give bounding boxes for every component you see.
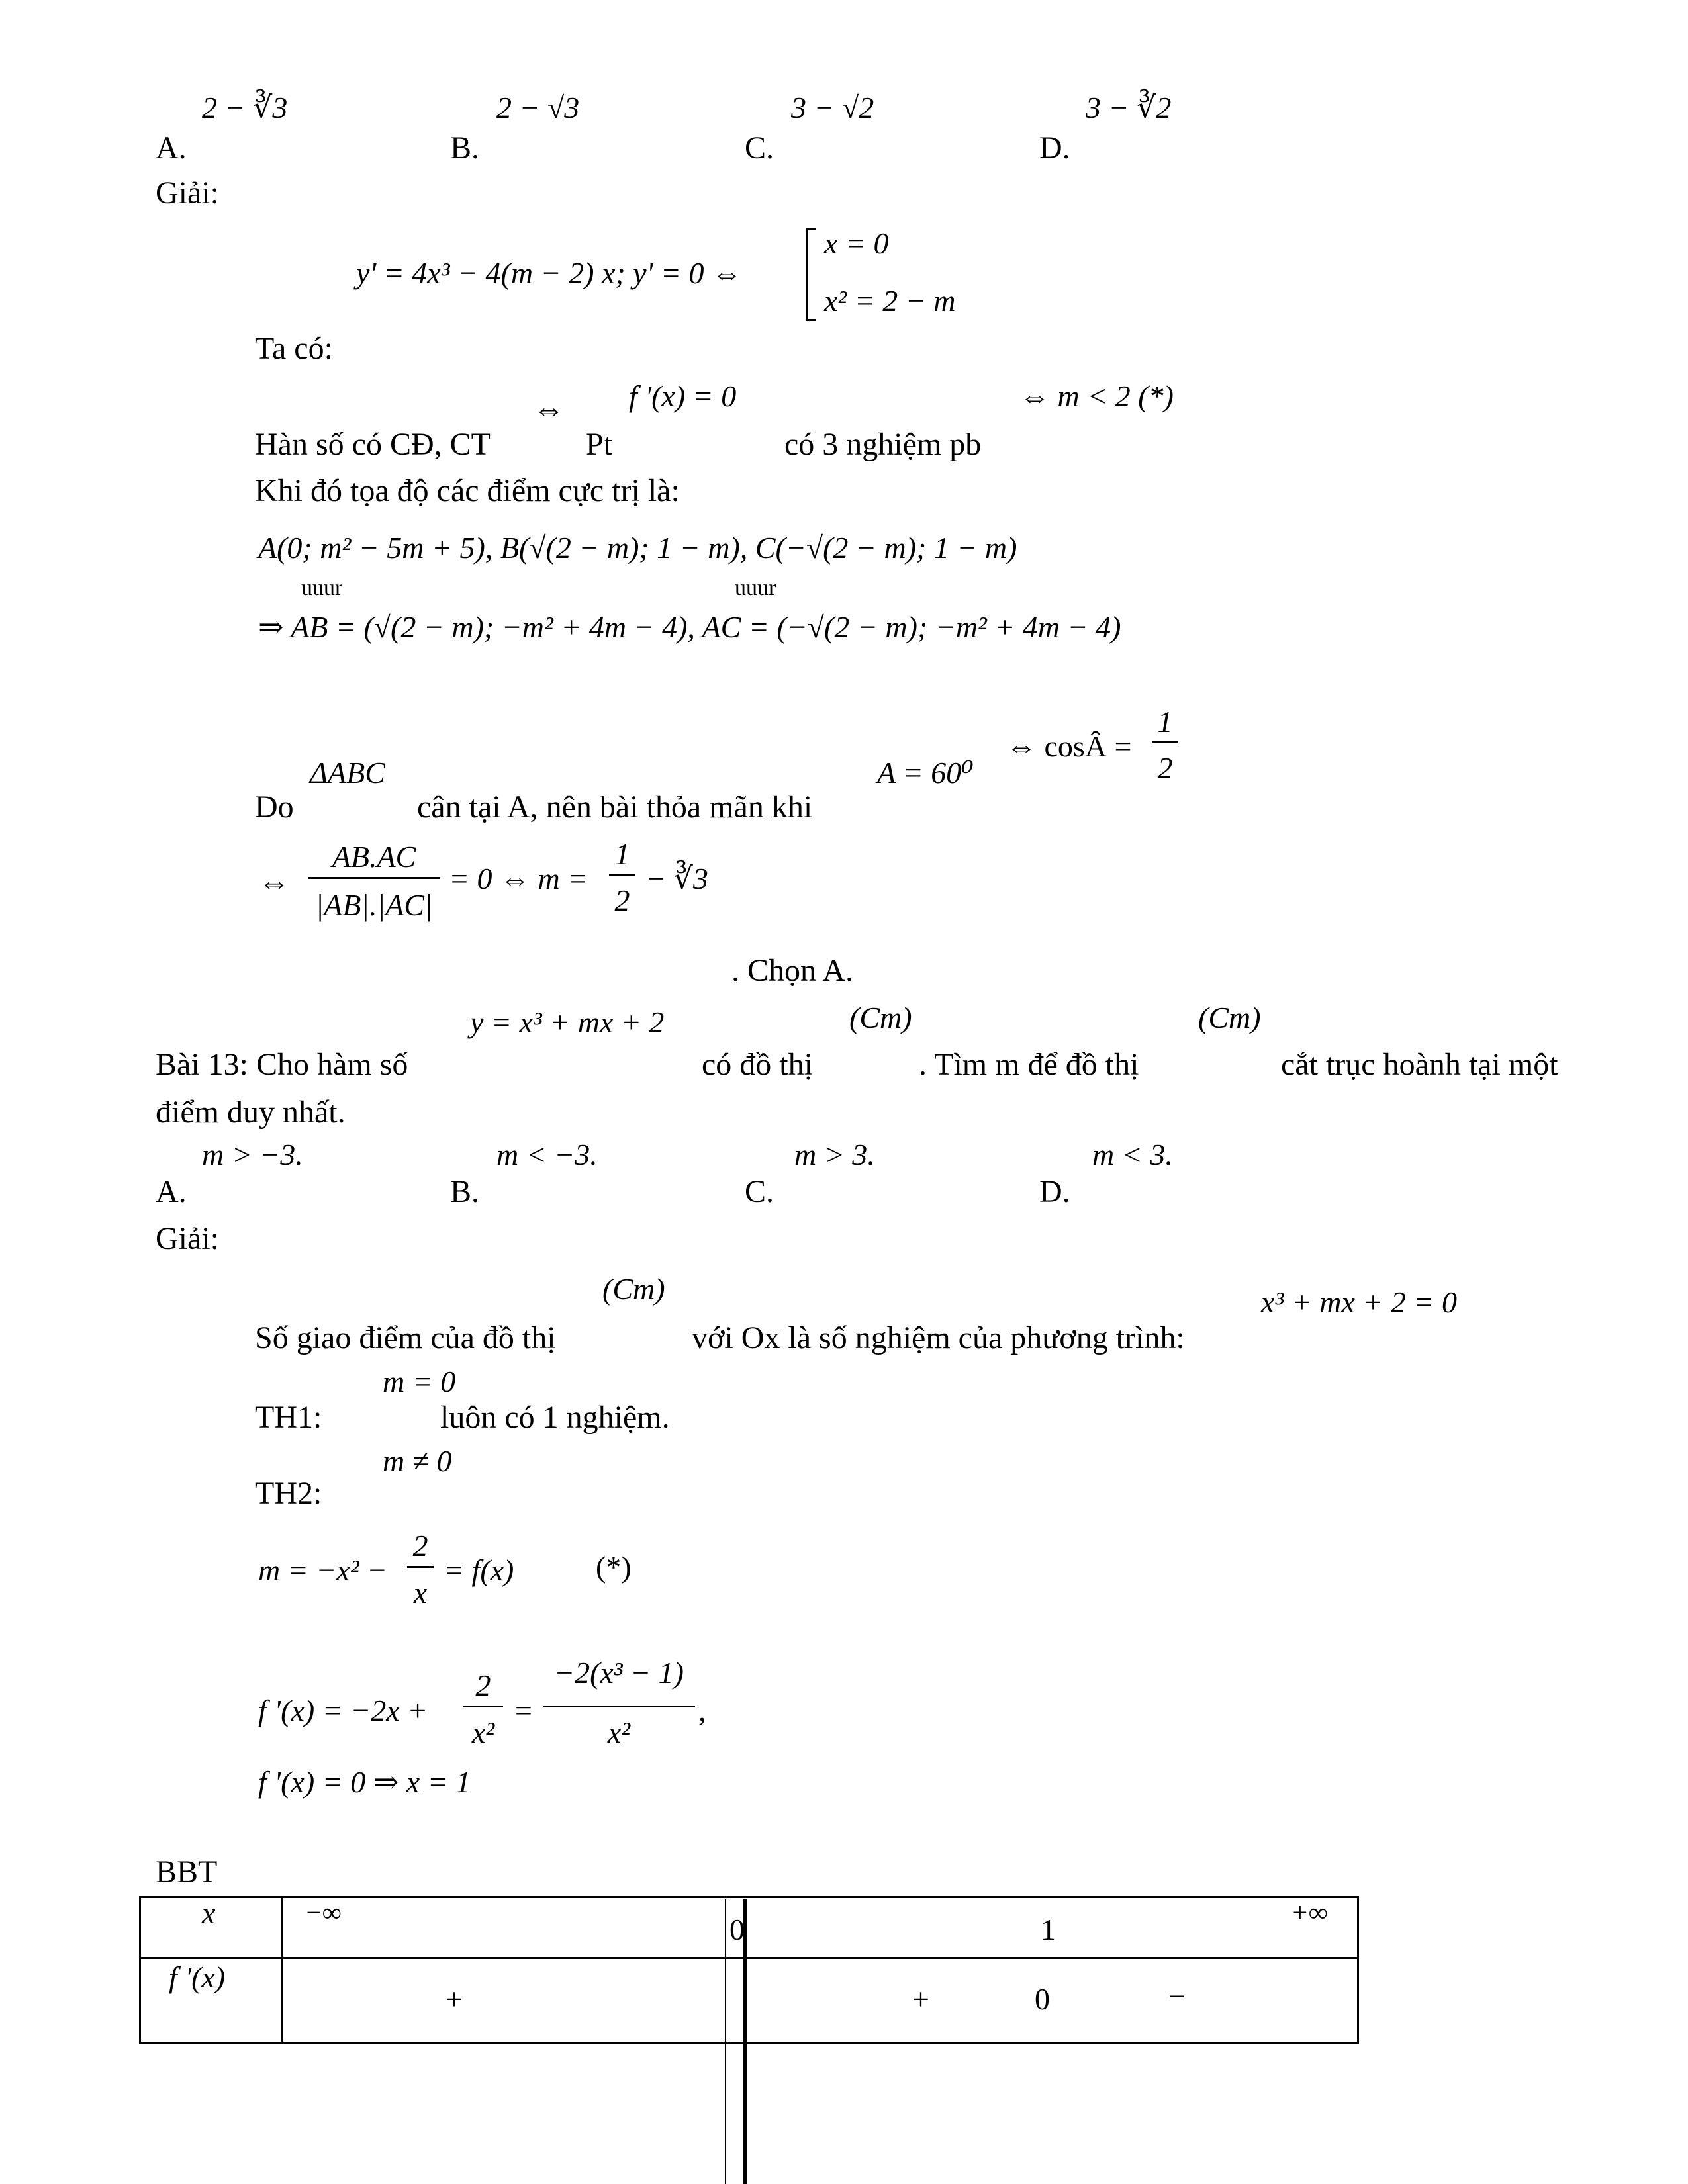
condition-pt: Pt — [586, 427, 613, 462]
extrema-points: A(0; m² − 5m + 5), B(√(2 − m); 1 − m), C(−√(2 − m); 1 − m) — [258, 531, 1017, 565]
f-prime-frac1-den: x² — [471, 1715, 495, 1749]
vector-ab-arrow: uuur — [301, 576, 343, 600]
question-13-text-b: có đồ thị — [702, 1047, 813, 1082]
isosceles-condition: cân tại A, nên bài thỏa mãn khi — [417, 790, 813, 825]
condition-roots: có 3 nghiệm pb — [784, 427, 982, 462]
table-sign-plus-1: + — [445, 1982, 463, 2016]
th2-label: TH2: — [255, 1476, 322, 1511]
derivative-equation: y' = 4x³ − 4(m − 2) x; y' = 0 ⇔ — [356, 256, 742, 290]
th1-label: TH1: — [255, 1400, 322, 1435]
th2-condition: m ≠ 0 — [383, 1444, 452, 1478]
ta-co-text: Ta có: — [255, 331, 333, 366]
question-13-text-e: điểm duy nhất. — [156, 1095, 346, 1130]
q13-option-b-label: B. — [450, 1174, 480, 1209]
table-fprime-label: f '(x) — [169, 1960, 226, 1994]
f-prime-comma: , — [698, 1694, 706, 1727]
question-13-text-d: cắt trục hoành tại một — [1281, 1047, 1558, 1082]
extrema-intro: Khi đó tọa độ các điểm cực trị là: — [255, 473, 680, 508]
solution-13-heading: Giải: — [156, 1221, 219, 1256]
q13-option-c-value: m > 3. — [794, 1138, 875, 1171]
result-half-bar — [609, 874, 635, 876]
q13-option-d-label: D. — [1039, 1174, 1070, 1209]
option-a-value: 2 − ∛3 — [202, 91, 288, 124]
dot-iff: ⇔ — [258, 865, 290, 900]
m-frac-bar — [407, 1566, 434, 1568]
graph-cm-2: (Cm) — [1198, 1001, 1261, 1034]
f-prime-frac1-bar — [463, 1706, 503, 1707]
answer-choice: . Chọn A. — [731, 953, 854, 988]
intersection-text-a: Số giao điểm của đồ thị — [255, 1320, 556, 1355]
result-cube-root: − ∛3 — [645, 862, 708, 895]
result-half-numerator: 1 — [614, 837, 630, 871]
dot-product-numerator: AB.AC — [332, 840, 416, 874]
m-frac-den: x — [413, 1576, 428, 1610]
case-x-squared: x² = 2 − m — [824, 284, 956, 318]
q13-option-d-value: m < 3. — [1092, 1138, 1173, 1171]
half-denominator: 2 — [1157, 751, 1173, 785]
m-equation-star: (*) — [596, 1550, 632, 1584]
result-half-denominator: 2 — [614, 884, 630, 917]
intersection-text-b: với Ox là số nghiệm của phương trình: — [692, 1320, 1185, 1355]
dot-fraction-bar — [308, 877, 440, 879]
condition-result: ⇔ m < 2 (*) — [1019, 379, 1174, 413]
zero-divider-thin — [725, 1899, 726, 2184]
q13-option-a-label: A. — [156, 1174, 187, 1209]
table-pos-infinity: +∞ — [1291, 1897, 1328, 1927]
f-prime-equals: = — [513, 1694, 534, 1727]
table-fprime-values-cell — [281, 1957, 1359, 2044]
bbt-label: BBT — [156, 1854, 218, 1889]
question-13-text-c: . Tìm m để đồ thị — [919, 1047, 1139, 1082]
graph-cm-1: (Cm) — [849, 1001, 912, 1034]
option-b-label: B. — [450, 130, 480, 165]
table-sign-zero: 0 — [1035, 1982, 1050, 2016]
sol13-graph-cm: (Cm) — [602, 1272, 665, 1306]
case-bracket — [806, 228, 816, 321]
dot-product-denominator: |AB|.|AC| — [315, 888, 433, 922]
m-frac-num: 2 — [412, 1529, 428, 1563]
table-sign-plus-2: + — [912, 1982, 929, 2016]
f-prime-lhs: f '(x) = −2x + — [258, 1694, 428, 1727]
function-definition: y = x³ + mx + 2 — [470, 1005, 665, 1039]
option-b-value: 2 − √3 — [496, 91, 580, 124]
triangle-abc: ΔABC — [310, 756, 385, 790]
f-prime-frac2-den: x² — [607, 1715, 631, 1749]
do-text: Do — [255, 790, 294, 825]
f-prime-frac1-num: 2 — [475, 1668, 491, 1702]
m-equation-lhs: m = −x² − — [258, 1553, 388, 1587]
option-c-label: C. — [745, 130, 774, 165]
option-d-label: D. — [1039, 130, 1070, 165]
question-13-title: Bài 13: Cho hàm số — [156, 1047, 408, 1082]
case-x-zero: x = 0 — [824, 226, 889, 260]
option-a-label: A. — [156, 130, 187, 165]
f-prime-frac2-num: −2(x³ − 1) — [554, 1656, 684, 1690]
table-neg-infinity: −∞ — [305, 1897, 342, 1927]
option-c-value: 3 − √2 — [791, 91, 874, 124]
option-d-value: 3 − ∛2 — [1086, 91, 1172, 124]
dot-result: = 0 ⇔ m = — [449, 862, 588, 895]
th1-condition: m = 0 — [383, 1365, 456, 1398]
angle-a-60: A = 60⁰ — [877, 756, 974, 790]
cos-condition: ⇔ cosÂ = — [1006, 729, 1132, 763]
half-fraction-bar — [1152, 741, 1178, 743]
vectors-equation: ⇒ AB = (√(2 − m); −m² + 4m − 4), AC = (−√(2 − m); −m² + 4m − 4) — [258, 610, 1121, 644]
solution-heading: Giải: — [156, 175, 219, 210]
table-x-label: x — [202, 1896, 216, 1930]
derivative-zero: f '(x) = 0 — [629, 379, 737, 413]
f-prime-frac2-bar — [543, 1706, 695, 1707]
sol13-equation: x³ + mx + 2 = 0 — [1261, 1285, 1457, 1319]
half-numerator: 1 — [1157, 705, 1173, 739]
q13-option-c-label: C. — [745, 1174, 774, 1209]
th1-text: luôn có 1 nghiệm. — [440, 1400, 670, 1435]
table-sign-minus: − — [1168, 1979, 1186, 2013]
vector-ac-arrow: uuur — [735, 576, 776, 600]
iff-symbol: ⇔ — [533, 392, 565, 427]
q13-option-a-value: m > −3. — [202, 1138, 303, 1171]
table-x-values-cell — [281, 1896, 1359, 1959]
table-one: 1 — [1041, 1913, 1056, 1946]
table-zero: 0 — [729, 1913, 745, 1946]
q13-option-b-value: m < −3. — [496, 1138, 598, 1171]
condition-text: Hàn số có CĐ, CT — [255, 427, 491, 462]
m-equation-rhs: = f(x) — [444, 1553, 514, 1587]
f-prime-zero: f '(x) = 0 ⇒ x = 1 — [258, 1765, 471, 1799]
